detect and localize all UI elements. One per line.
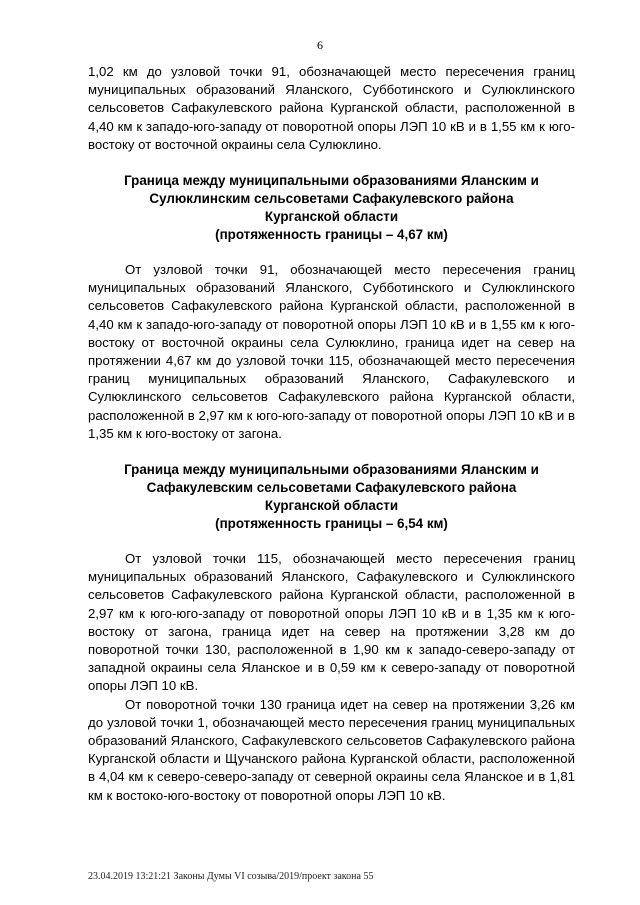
page-number: 6 [317,38,323,52]
heading-length: (протяженность границы – 4,67 км) [215,227,448,243]
section-heading-yalanskiy-sulyuklinskiy [88,172,575,244]
section-heading-yalanskiy-safakulevskiy [88,461,575,533]
section-paragraph: От узловой точки 91, обозначающей место пересечения границ муниципальных образований Яланского, Субботинского и Сулюклинского сельсоветов Сафакулевского района Курганской области, расположенной в 4,40 км к западо-юго-западу от поворотной опоры ЛЭП 10 кВ и в 1,55 км к юго-востоку от восточной окраины села Сулюклино, граница идет на север на протяжении 4,67 км до узловой точки 115, обозначающей место пересечения границ муниципальных образований Яланского, Сафакулевского и Сулюклинского сельсоветов Сафакулевского района Курганской области, расположенной в 2,97 км к юго-юго-западу от поворотной опоры ЛЭП 10 кВ и в 1,35 км к юго-востоку от загона. [88,262,575,441]
heading-length: (протяженность границы – 6,54 км) [215,516,448,532]
heading-line: Курганской области [264,498,399,514]
heading-line: Курганской области [264,209,399,225]
heading-line: Сулюклинским сельсоветами Сафакулевского района [149,191,514,207]
section-paragraph: От поворотной точки 130 граница идет на север на протяжении 3,26 км до узловой точки 1, обозначающей место пересечения границ муниципальных образований Яланского, Сафакулевского сельсоветов Сафакулевского района Курганской области и Щучанского района Курганской области, расположенной в 4,04 км к северо-северо-западу от северной окраины села Яланское и в 1,81 км к востоко-юго-востоку от поворотной опоры ЛЭП 10 кВ. [88,696,575,803]
section-paragraph: От узловой точки 115, обозначающей место пересечения границ муниципальных образований Яланского, Сафакулевского и Сулюклинского сельсоветов Сафакулевского района Курганской области, расположенной в 2,97 км к юго-юго-западу от поворотной опоры ЛЭП 10 кВ и в 1,35 км к юго-востоку от загона, граница идет на север на протяжении 3,28 км до поворотной точки 130, расположенной в 1,90 км к западо-северо-западу от западной окраины села Яланское и в 0,59 км к северо-западу от поворотной опоры ЛЭП 10 кВ. [88,551,575,694]
heading-line: Сафакулевским сельсоветами Сафакулевского района [146,480,517,496]
continuation-paragraph: 1,02 км до узловой точки 91, обозначающей место пересечения границ муниципальных образований Яланского, Субботинского и Сулюклинского сельсоветов Сафакулевского района Курганской области, расположенной в 4,40 км к западо-юго-западу от поворотной опоры ЛЭП 10 кВ и в 1,55 км к юго-востоку от восточной окраины села Сулюклино. [88,64,575,152]
heading-line: Граница между муниципальными образованиями Яланским и [124,173,539,189]
document-footer: 23.04.2019 13:21:21 Законы Думы VI созыва/2019/проект закона 55 [88,871,374,882]
heading-line: Граница между муниципальными образованиями Яланским и [124,462,539,478]
document-body [88,63,575,805]
